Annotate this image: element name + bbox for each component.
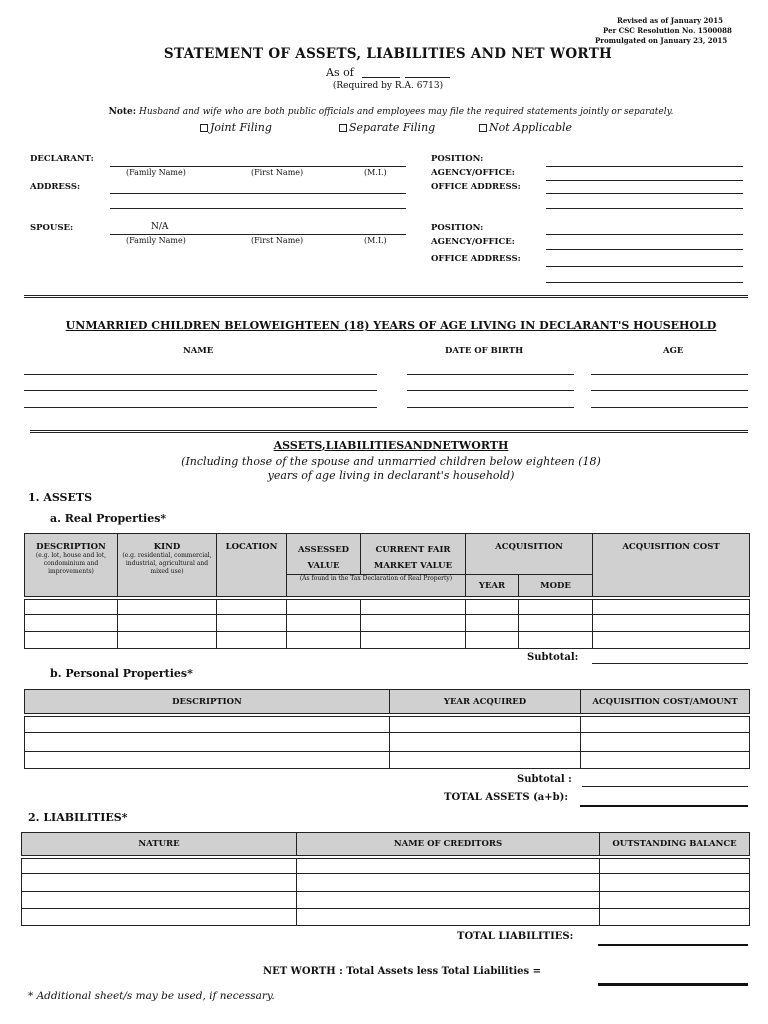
real-subtotal-line[interactable]: [592, 663, 748, 664]
real-col-mode: MODE: [519, 575, 593, 597]
agency-label: AGENCY/OFFICE:: [431, 168, 515, 178]
personal-row-3: [25, 752, 750, 769]
real-cell[interactable]: [287, 632, 361, 649]
child-age-line-2[interactable]: [591, 390, 748, 391]
spouse-family-name-caption: (Family Name): [126, 236, 186, 245]
real-col-location: LOCATION: [217, 534, 287, 597]
personal-subtotal-line[interactable]: [582, 786, 748, 787]
position-line[interactable]: [546, 166, 743, 167]
personal-row-1: [25, 717, 750, 733]
real-row-2: [25, 615, 750, 632]
real-cell[interactable]: [25, 600, 118, 615]
section-divider-2: [30, 430, 748, 433]
footnote: * Additional sheet/s may be used, if necessary.: [28, 990, 275, 1002]
child-dob-line-3[interactable]: [407, 407, 574, 408]
real-cell[interactable]: [519, 600, 593, 615]
liab-cell[interactable]: [600, 892, 750, 909]
revision-line-3: Promulgated on January 23, 2015: [595, 36, 728, 45]
real-col-kind: [118, 534, 217, 597]
personal-properties-label: b. Personal Properties*: [50, 667, 193, 680]
real-cell[interactable]: [519, 615, 593, 632]
child-name-line-3[interactable]: [24, 407, 377, 408]
spouse-position-line[interactable]: [546, 234, 743, 235]
note: [0, 107, 768, 117]
spouse-agency-label: AGENCY/OFFICE:: [431, 237, 515, 247]
address-line-1[interactable]: [110, 193, 406, 194]
real-tax-note: (As found in the Tax Declaration of Real Property): [287, 575, 466, 597]
spouse-label: SPOUSE:: [30, 223, 74, 233]
personal-cell[interactable]: [25, 752, 390, 769]
real-cell[interactable]: [118, 632, 217, 649]
real-col-kind-note: (e.g. residential, commercial, industrial, agricultural and mixed use): [122, 552, 212, 575]
real-cell[interactable]: [118, 615, 217, 632]
child-dob-line-2[interactable]: [407, 390, 574, 391]
personal-cell[interactable]: [390, 717, 581, 733]
liab-row-2: [22, 874, 750, 892]
real-cell[interactable]: [25, 632, 118, 649]
total-liabilities-line[interactable]: [598, 944, 748, 946]
children-heading: UNMARRIED CHILDREN BELOWEIGHTEEN (18) YEARS OF AGE LIVING IN DECLARANT'S HOUSEHOLD: [65, 319, 717, 332]
alnw-sub-2: years of age living in declarant's household): [267, 469, 515, 482]
real-col-acq-cost: ACQUISITION COST: [593, 534, 750, 597]
personal-row-2: [25, 733, 750, 752]
as-of-text: As of: [326, 66, 354, 79]
required-by: (Required by R.A. 6713): [332, 81, 444, 91]
address-line-2[interactable]: [110, 208, 406, 209]
revision-note: [595, 16, 743, 46]
section-divider-1: [24, 295, 748, 298]
office-address-label: OFFICE ADDRESS:: [431, 182, 521, 192]
address-label: ADDRESS:: [30, 182, 81, 192]
total-assets-line[interactable]: [580, 805, 748, 807]
declarant-mi-caption: (M.I.): [364, 168, 387, 177]
real-col-description-label: DESCRIPTION: [36, 542, 106, 552]
liab-col-nature: NATURE: [22, 833, 297, 856]
real-cell[interactable]: [466, 632, 519, 649]
liabilities-table: [21, 832, 750, 926]
liab-cell[interactable]: [22, 909, 297, 926]
real-properties-table: [24, 533, 750, 649]
spouse-office-address-label: OFFICE ADDRESS:: [431, 254, 521, 264]
real-row-1: [25, 600, 750, 615]
as-of-line-2[interactable]: [405, 77, 450, 78]
liab-cell[interactable]: [600, 859, 750, 874]
joint-filing-label: Joint Filing: [210, 121, 272, 134]
real-cell[interactable]: [25, 615, 118, 632]
real-cell[interactable]: [287, 600, 361, 615]
real-col-fair-market: CURRENT FAIR MARKET VALUE: [361, 534, 466, 575]
real-subtotal-label: Subtotal:: [527, 652, 579, 663]
as-of-label: [326, 66, 354, 79]
spouse-agency-line[interactable]: [546, 249, 743, 250]
spouse-position-label: POSITION:: [431, 223, 484, 233]
declarant-family-name-caption: (Family Name): [126, 168, 186, 177]
real-cell[interactable]: [593, 632, 750, 649]
liab-row-3: [22, 892, 750, 909]
liab-cell[interactable]: [297, 874, 600, 892]
child-name-line-1[interactable]: [24, 374, 377, 375]
personal-col-cost: ACQUISITION COST/AMOUNT: [581, 690, 750, 714]
spouse-office-address-line-2[interactable]: [546, 282, 743, 283]
separate-filing-label: Separate Filing: [349, 121, 436, 134]
revision-line-2: Per CSC Resolution No. 1500088: [603, 26, 732, 35]
real-cell[interactable]: [217, 632, 287, 649]
liab-col-balance: OUTSTANDING BALANCE: [600, 833, 750, 856]
real-cell[interactable]: [217, 615, 287, 632]
note-label: Note:: [108, 107, 137, 117]
revision-line-1: Revised as of January 2015: [617, 16, 723, 25]
real-cell[interactable]: [466, 600, 519, 615]
alnw-heading: ASSETS,LIABILITIESANDNETWORTH: [273, 439, 509, 452]
child-age-line-1[interactable]: [591, 374, 748, 375]
liab-cell[interactable]: [297, 892, 600, 909]
liab-cell[interactable]: [297, 859, 600, 874]
real-row-3: [25, 632, 750, 649]
real-cell[interactable]: [519, 632, 593, 649]
personal-cell[interactable]: [390, 752, 581, 769]
personal-subtotal-label: Subtotal :: [517, 774, 572, 785]
declarant-name-line[interactable]: [110, 166, 406, 167]
liab-row-4: [22, 909, 750, 926]
assets-section-title: 1. ASSETS: [28, 491, 93, 504]
personal-cell[interactable]: [25, 733, 390, 752]
liab-cell[interactable]: [297, 909, 600, 926]
filing-not-applicable[interactable]: [479, 121, 572, 134]
real-cell[interactable]: [361, 632, 466, 649]
real-cell[interactable]: [593, 600, 750, 615]
not-applicable-label: Not Applicable: [489, 121, 573, 134]
liab-cell[interactable]: [22, 892, 297, 909]
spouse-first-name-caption: (First Name): [251, 236, 304, 245]
filing-separate[interactable]: [339, 121, 435, 134]
real-cell[interactable]: [361, 615, 466, 632]
position-label: POSITION:: [431, 154, 484, 164]
children-col-dob: DATE OF BIRTH: [445, 346, 524, 356]
personal-cell[interactable]: [581, 752, 750, 769]
liab-cell[interactable]: [600, 909, 750, 926]
personal-properties-table: [24, 689, 750, 769]
real-col-description: [25, 534, 118, 597]
child-age-line-3[interactable]: [591, 407, 748, 408]
real-cell[interactable]: [287, 615, 361, 632]
real-cell[interactable]: [361, 600, 466, 615]
real-cell[interactable]: [466, 615, 519, 632]
agency-line[interactable]: [546, 180, 743, 181]
spouse-office-address-line-1[interactable]: [546, 266, 743, 267]
liabilities-section-title: 2. LIABILITIES*: [28, 811, 128, 824]
real-properties-label: a. Real Properties*: [50, 512, 167, 525]
spouse-mi-caption: (M.I.): [364, 236, 387, 245]
child-dob-line-1[interactable]: [407, 374, 574, 375]
real-col-acquisition: ACQUISITION: [466, 534, 593, 575]
joint-filing-checkbox[interactable]: [200, 124, 208, 132]
office-address-line-2[interactable]: [546, 208, 743, 209]
office-address-line-1[interactable]: [546, 193, 743, 194]
real-cell[interactable]: [217, 600, 287, 615]
personal-cell[interactable]: [390, 733, 581, 752]
personal-cell[interactable]: [25, 717, 390, 733]
liab-col-creditors: NAME OF CREDITORS: [297, 833, 600, 856]
children-col-age: AGE: [663, 346, 684, 356]
filing-joint[interactable]: [200, 121, 272, 134]
real-col-description-note: (e.g. lot, house and lot, condominium and improvements): [35, 552, 107, 575]
alnw-sub-1: (Including those of the spouse and unmarried children below eighteen (18): [181, 455, 601, 468]
declarant-first-name-caption: (First Name): [251, 168, 304, 177]
total-assets-label: TOTAL ASSETS (a+b):: [444, 792, 569, 803]
liab-cell[interactable]: [600, 874, 750, 892]
net-worth-line[interactable]: [598, 983, 748, 986]
spouse-value: N/A: [151, 222, 169, 232]
personal-col-description: DESCRIPTION: [25, 690, 390, 714]
net-worth-label: NET WORTH : Total Assets less Total Liabilities =: [263, 966, 541, 977]
liab-row-1: [22, 859, 750, 874]
form-title: STATEMENT OF ASSETS, LIABILITIES AND NET WORTH: [163, 46, 613, 62]
real-cell[interactable]: [593, 615, 750, 632]
not-applicable-checkbox[interactable]: [479, 124, 487, 132]
spouse-name-line[interactable]: [110, 234, 406, 235]
child-name-line-2[interactable]: [24, 390, 377, 391]
real-col-assessed: ASSESSED VALUE: [287, 534, 361, 575]
real-cell[interactable]: [118, 600, 217, 615]
declarant-label: DECLARANT:: [30, 154, 94, 164]
total-liabilities-label: TOTAL LIABILITIES:: [457, 931, 574, 942]
children-col-name: NAME: [183, 346, 214, 356]
liab-cell[interactable]: [22, 874, 297, 892]
as-of-line-1[interactable]: [362, 77, 400, 78]
real-col-year: YEAR: [466, 575, 519, 597]
personal-cell[interactable]: [581, 717, 750, 733]
separate-filing-checkbox[interactable]: [339, 124, 347, 132]
note-text: Husband and wife who are both public officials and employees may file the required statements jointly or separately.: [138, 107, 674, 117]
liab-cell[interactable]: [22, 859, 297, 874]
personal-col-year: YEAR ACQUIRED: [390, 690, 581, 714]
personal-cell[interactable]: [581, 733, 750, 752]
real-col-kind-label: KIND: [153, 542, 181, 552]
